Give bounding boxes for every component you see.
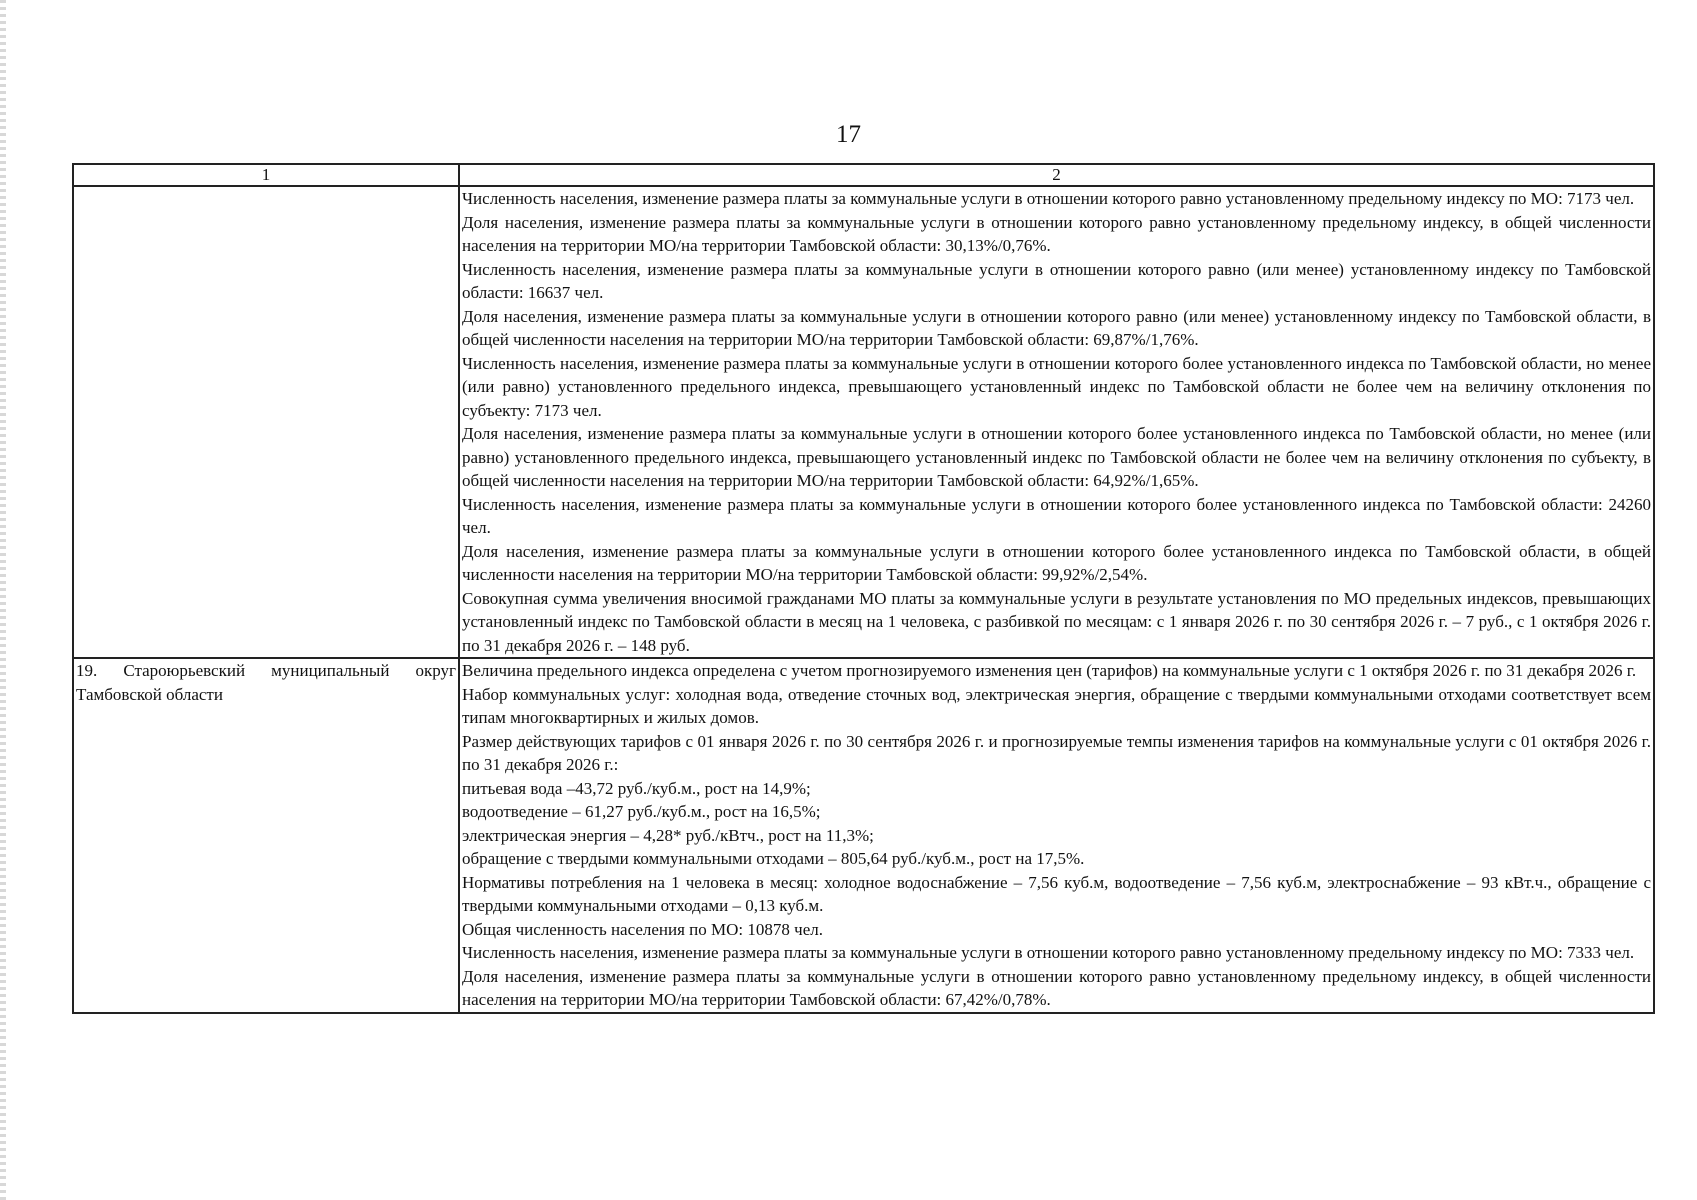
municipality-cell [73,186,459,658]
tariff-line: водоотведение – 61,27 руб./куб.м., рост на 16,5%; [462,802,821,821]
column-header-2: 2 [459,164,1654,186]
paragraph: Размер действующих тарифов с 01 января 2026 г. по 30 сентября 2026 г. и прогнозируемые темпы изменения тарифов на коммунальные услуги с 01 октября 2026 г. по 31 декабря 2026 г.: [462,731,1651,774]
paragraph: Набор коммунальных услуг: холодная вода, отведение сточных вод, электрическая энергия, обращение с твердыми коммунальными отходами соответствует всем типам многоквартирных и жилых домов. [462,684,1651,727]
paragraph: Доля населения, изменение размера платы за коммунальные услуги в отношении которого равно установленному предельному индексу, в общей численности населения на территории МО/на территории Тамбовской области: 67,42%/0,78%. [462,966,1651,1009]
paragraph: Доля населения, изменение размера платы за коммунальные услуги в отношении которого равно (или менее) установленному индексу по Тамбовской области, в общей численности населения на территории МО/на территории Тамбовской области: 69,87%/1,76%. [462,306,1651,349]
table-row [73,186,1654,658]
paragraph: Совокупная сумма увеличения вносимой гражданами МО платы за коммунальные услуги в результате установления по МО предельных индексов, превышающих установленный индекс по Тамбовской области в месяц на 1 человека, с разбивкой по месяцам: с 1 января 2026 г. по 30 сентября 2026 г. – 7 руб., с 1 октября 2026 г. по 31 декабря 2026 г. – 148 руб. [462,588,1651,655]
paragraph: Численность населения, изменение размера платы за коммунальные услуги в отношении которого равно (или менее) установленному индексу по Тамбовской области: 16637 чел. [462,259,1651,302]
paragraph: Доля населения, изменение размера платы за коммунальные услуги в отношении которого более установленного индекса по Тамбовской области, в общей численности населения на территории МО/на территории Тамбовской области: 99,92%/2,54%. [462,541,1651,584]
table-header-row [73,164,1654,186]
paragraph: Численность населения, изменение размера платы за коммунальные услуги в отношении которого более установленного индекса по Тамбовской области: 24260 чел. [462,494,1651,537]
details-cell [459,186,1654,658]
municipality-cell: 19. Староюрьевский муниципальный округ Тамбовской области [73,658,459,1013]
paragraph: Численность населения, изменение размера платы за коммунальные услуги в отношении которого равно установленному предельному индексу по МО: 7173 чел. [462,189,1635,208]
paragraph: Доля населения, изменение размера платы за коммунальные услуги в отношении которого более установленного индекса по Тамбовской области, но менее (или равно) установленного предельного индекса, превышающего установленный индекс по Тамбовской области не более чем на величину отклонения по субъекту, в общей численности населения на территории МО/на территории Тамбовской области: 64,92%/1,65%. [462,424,1651,490]
paragraph: Доля населения, изменение размера платы за коммунальные услуги в отношении которого равно установленному предельному индексу, в общей численности населения на территории МО/на территории Тамбовской области: 30,13%/0,76%. [462,212,1651,255]
paragraph: Величина предельного индекса определена с учетом прогнозируемого изменения цен (тарифов) на коммунальные услуги с 1 октября 2026 г. по 31 декабря 2026 г. [462,661,1637,680]
paragraph: Численность населения, изменение размера платы за коммунальные услуги в отношении которого равно установленному предельному индексу по МО: 7333 чел. [462,943,1635,962]
details-cell [459,658,1654,1013]
column-header-1: 1 [73,164,459,186]
tariff-line: обращение с твердыми коммунальными отходами – 805,64 руб./куб.м., рост на 17,5%. [462,849,1085,868]
paragraph: Общая численность населения по МО: 10878 чел. [462,919,823,939]
page-number: 17 [836,121,861,148]
scan-edge-artifact [0,0,6,1200]
tariff-table [72,163,1655,1014]
tariff-line: питьевая вода –43,72 руб./куб.м., рост на 14,9%; [462,778,811,798]
paragraph: Численность населения, изменение размера платы за коммунальные услуги в отношении которого более установленного индекса по Тамбовской области, но менее (или равно) установленного предельного индекса, превышающего установленный индекс по Тамбовской области не более чем на величину отклонения по субъекту: 7173 чел. [462,353,1651,420]
tariff-line: электрическая энергия – 4,28* руб./кВтч., рост на 11,3%; [462,825,874,845]
table-row [73,658,1654,1013]
paragraph: Нормативы потребления на 1 человека в месяц: холодное водоснабжение – 7,56 куб.м, водоотведение – 7,56 куб.м, электроснабжение – 93 кВт.ч., обращение с твердыми коммунальными отходами – 0,13 куб.м. [462,872,1651,915]
